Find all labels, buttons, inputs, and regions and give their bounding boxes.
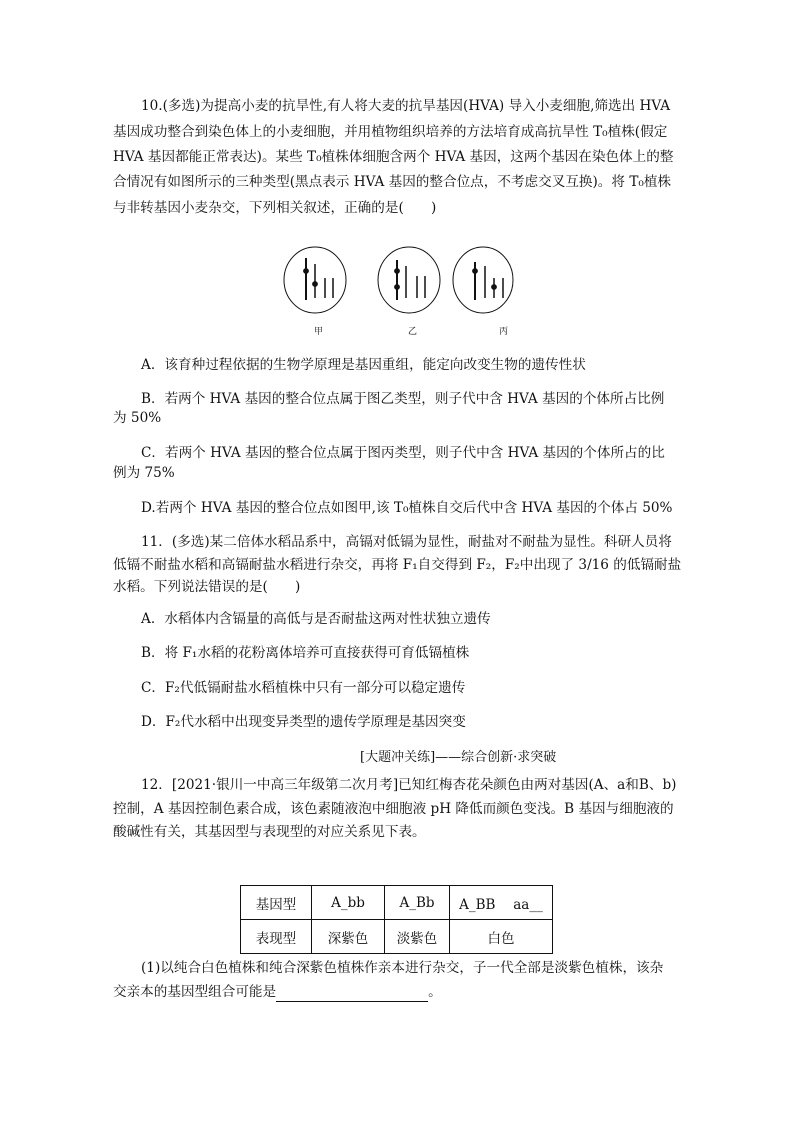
hva-site-dot	[473, 269, 478, 274]
table-cell: A_Bb	[385, 886, 450, 920]
q10-line-5: 与非转基因小麦杂交，下列相关叙述，正确的是( )	[113, 200, 437, 216]
q10-line-1: 10.(多选)为提高小麦的抗旱性,有人将大麦的抗旱基因(HVA) 导入小麦细胞,筛选出 HVA	[141, 98, 671, 114]
q10-option-b: B．若两个 HVA 基因的整合位点属于图乙类型，则子代中含 HVA 基因的个体所占比例	[141, 391, 665, 407]
hva-site-dot	[395, 285, 400, 290]
section-title: [大题冲关练]——综合创新·求突破	[360, 750, 557, 765]
q11-option-d: D．F₂代水稻中出现变异类型的遗传学原理是基因突变	[141, 714, 466, 730]
q10-option-c-cont: 例为 75%	[113, 465, 175, 481]
answer-blank[interactable]	[276, 987, 428, 1002]
q12-sub1-text: 交亲本的基因型组合可能是	[113, 984, 277, 1000]
q11-option-c: C．F₂代低镉耐盐水稻植株中只有一部分可以稳定遗传	[141, 680, 466, 696]
genotype-phenotype-table	[240, 885, 553, 954]
hva-site-dot	[313, 282, 318, 287]
q12-line-2: 控制，A 基因控制色素合成，该色素随液泡中细胞液 pH 降低而颜色变浅。B 基因与细胞液的	[113, 801, 674, 817]
q11-line-3: 水稻。下列说法错误的是( )	[113, 579, 301, 595]
q12-sub1-end: 。	[428, 984, 442, 1000]
q10-option-c: C．若两个 HVA 基因的整合位点属于图丙类型，则子代中含 HVA 基因的个体所占的比	[141, 445, 665, 461]
q10-option-b-cont: 为 50%	[113, 410, 162, 426]
q12-sub1-line-2	[113, 982, 442, 1002]
q10-option-d: D.若两个 HVA 基因的整合位点如图甲,该 T₀植株自交后代中含 HVA 基因的个体占 50%	[141, 500, 673, 516]
figure-label-bing: 丙	[499, 327, 509, 337]
table-cell: A_bb	[312, 886, 385, 920]
hva-site-dot	[492, 285, 497, 290]
table-cell: 深紫色	[312, 920, 385, 954]
figure-label-yi: 乙	[408, 327, 418, 337]
cell-jia	[284, 247, 346, 313]
q10-line-4: 合情况有如图所示的三种类型(黑点表示 HVA 基因的整合位点，不考虑交叉互换)。将 T₀植株	[113, 174, 672, 190]
table-row	[241, 886, 553, 920]
figure-label-jia: 甲	[314, 327, 324, 337]
cell-bing	[453, 247, 513, 313]
q11-option-b: B．将 F₁水稻的花粉离体培养可直接获得可育低镉植株	[141, 645, 470, 661]
q12-line-1: 12．[2021·银川一中高三年级第二次月考]已知红梅杏花朵颜色由两对基因(A、a和B、b)	[141, 777, 677, 793]
table-cell: 表现型	[241, 920, 312, 954]
hva-site-dot	[395, 269, 400, 274]
q10-line-3: HVA 基因都能正常表达)。某些 T₀植株体细胞含两个 HVA 基因，这两个基因在染色体上的整	[113, 149, 674, 165]
hva-site-dot	[304, 269, 309, 274]
table-cell: 基因型	[241, 886, 312, 920]
q11-line-2: 低镉不耐盐水稻和高镉耐盐水稻进行杂交，再将 F₁自交得到 F₂，F₂中出现了 3/16 的低镉耐盐	[113, 557, 682, 573]
table-row	[241, 920, 553, 954]
q12-line-3: 酸碱性有关，其基因型与表现型的对应关系见下表。	[113, 824, 426, 840]
table-cell: 白色	[450, 920, 553, 954]
q10-line-2: 基因成功整合到染色体上的小麦细胞，并用植物组织培养的方法培育成高抗旱性 T₀植株(假定	[113, 124, 668, 140]
q12-sub1-line-1: (1)以纯合白色植株和纯合深紫色植株作亲本进行杂交，子一代全部是淡紫色植株，该杂	[141, 960, 664, 976]
table-cell: 淡紫色	[385, 920, 450, 954]
q11-line-1: 11．(多选)某二倍体水稻品系中，高镉对低镉为显性，耐盐对不耐盐为显性。科研人员将	[141, 534, 672, 550]
table-cell: A_BB aa__	[450, 886, 553, 920]
q11-option-a: A．水稻体内含镉量的高低与是否耐盐这两对性状独立遗传	[141, 611, 491, 627]
q10-option-a: A．该育种过程依据的生物学原理是基因重组，能定向改变生物的遗传性状	[141, 357, 586, 373]
cell-yi	[378, 247, 440, 313]
